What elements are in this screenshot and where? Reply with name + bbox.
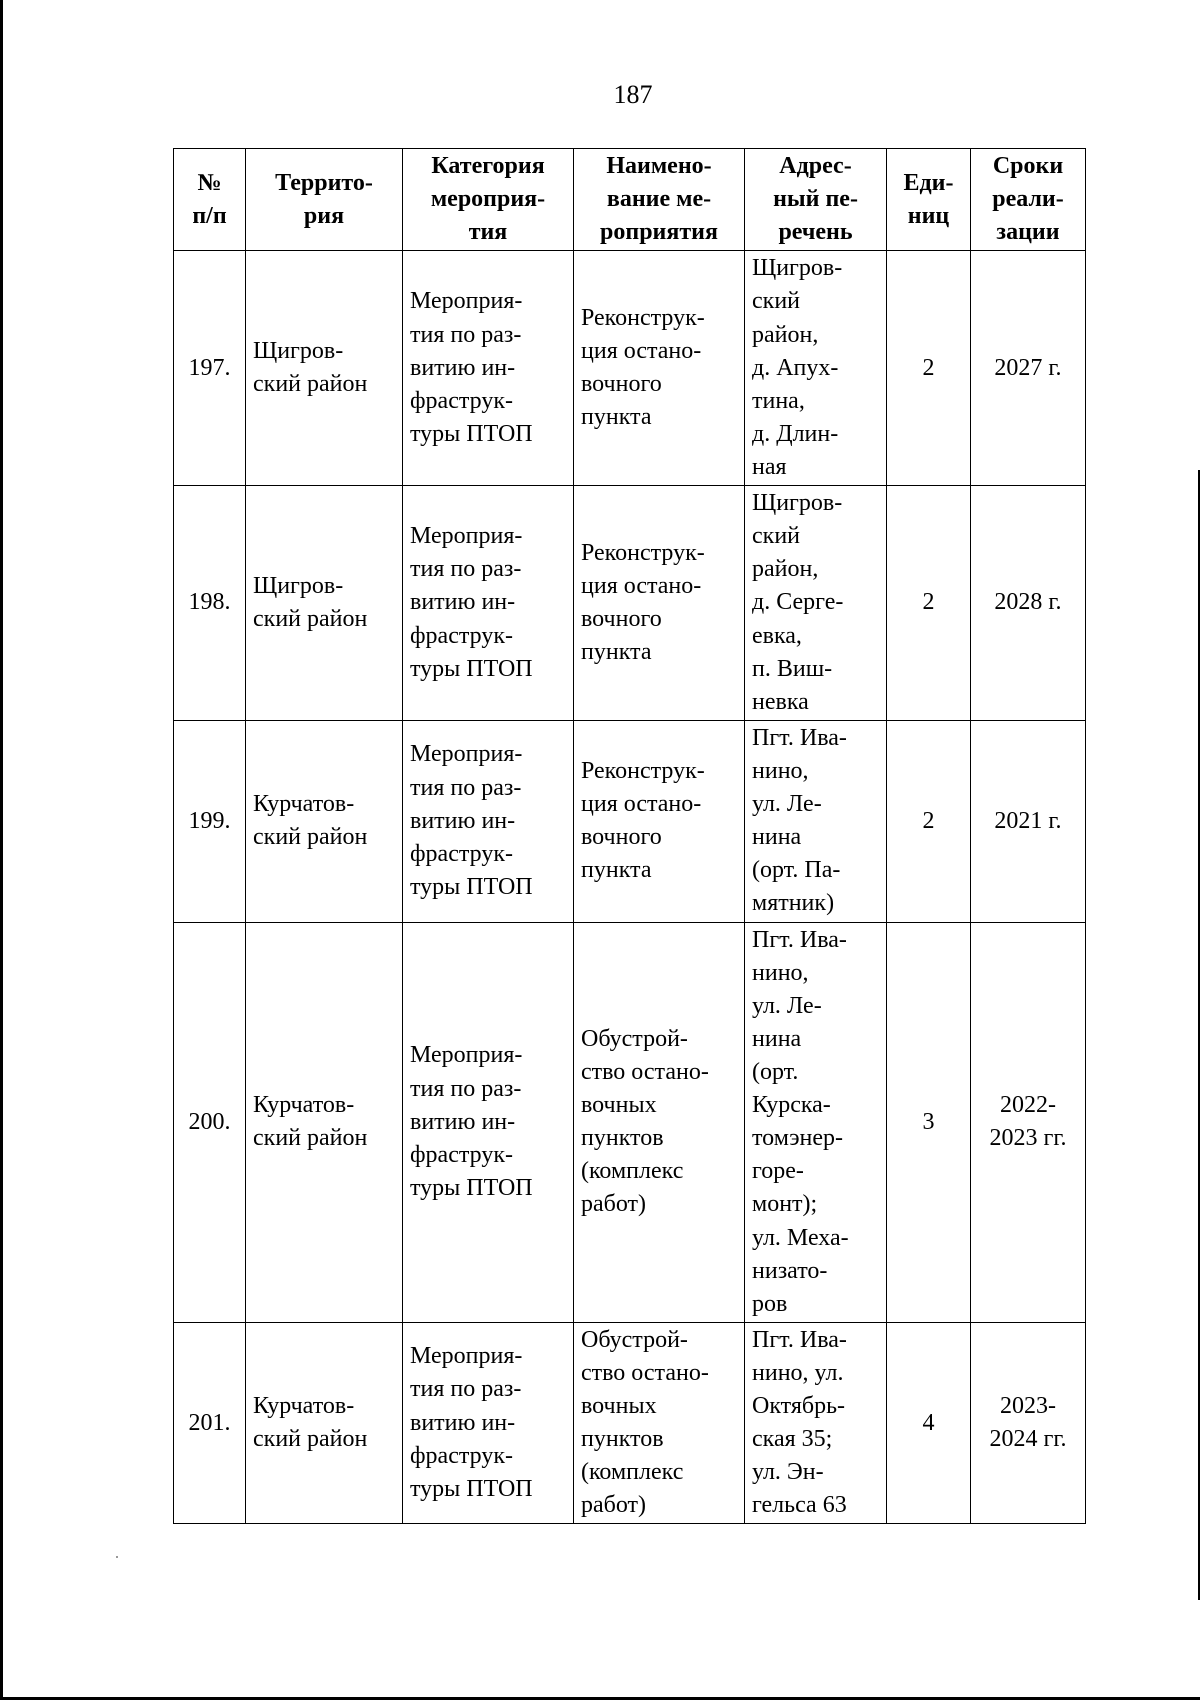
cell-address: Пгт. Ива- нино, ул. Ле- нина (орт. Курска- томэнер- горе- монт); ул. Меха- низато- ров [745, 922, 887, 1322]
measures-table [173, 148, 1086, 1524]
scan-speck [116, 1556, 118, 1558]
cell-address: Пгт. Ива- нино, ул. Ле- нина (орт. Па- мятник) [745, 720, 887, 922]
scan-left-border [0, 0, 3, 1700]
table-row [174, 1322, 1086, 1524]
header-territory: Террито- рия [246, 149, 403, 251]
cell-num: 198. [174, 486, 246, 721]
cell-address: Пгт. Ива- нино, ул. Октябрь- ская 35; ул. Эн- гельса 63 [745, 1322, 887, 1524]
table-header [174, 149, 1086, 251]
cell-territory: Щигров- ский район [246, 486, 403, 721]
cell-num: 200. [174, 922, 246, 1322]
cell-name: Обустрой- ство остано- вочных пунктов (комплекс работ) [574, 1322, 745, 1524]
cell-units: 3 [887, 922, 971, 1322]
cell-address: Щигров- ский район, д. Серге- евка, п. Виш- невка [745, 486, 887, 721]
cell-category: Мероприя- тия по раз- витию ин- фраструк- туры ПТОП [403, 922, 574, 1322]
cell-category: Мероприя- тия по раз- витию ин- фраструк- туры ПТОП [403, 720, 574, 922]
header-row [174, 149, 1086, 251]
header-num: № п/п [174, 149, 246, 251]
cell-name: Реконструк- ция остано- вочного пункта [574, 486, 745, 721]
cell-units: 4 [887, 1322, 971, 1524]
cell-name: Реконструк- ция остано- вочного пункта [574, 251, 745, 486]
cell-territory: Курчатов- ский район [246, 922, 403, 1322]
cell-num: 197. [174, 251, 246, 486]
cell-units: 2 [887, 720, 971, 922]
header-name: Наимено- вание ме- роприятия [574, 149, 745, 251]
cell-territory: Щигров- ский район [246, 251, 403, 486]
cell-territory: Курчатов- ский район [246, 1322, 403, 1524]
cell-units: 2 [887, 251, 971, 486]
cell-num: 201. [174, 1322, 246, 1524]
table-row [174, 486, 1086, 721]
table-row [174, 720, 1086, 922]
cell-name: Обустрой- ство остано- вочных пунктов (комплекс работ) [574, 922, 745, 1322]
cell-name: Реконструк- ция остано- вочного пункта [574, 720, 745, 922]
table-row [174, 251, 1086, 486]
cell-units: 2 [887, 486, 971, 721]
cell-num: 199. [174, 720, 246, 922]
cell-territory: Курчатов- ский район [246, 720, 403, 922]
cell-period: 2027 г. [971, 251, 1086, 486]
cell-period: 2028 г. [971, 486, 1086, 721]
cell-period: 2022- 2023 гг. [971, 922, 1086, 1322]
cell-period: 2023- 2024 гг. [971, 1322, 1086, 1524]
table-body [174, 251, 1086, 1524]
page-number: 187 [613, 80, 653, 109]
header-units: Еди- ниц [887, 149, 971, 251]
cell-address: Щигров- ский район, д. Апух- тина, д. Длин- ная [745, 251, 887, 486]
cell-category: Мероприя- тия по раз- витию ин- фраструк- туры ПТОП [403, 1322, 574, 1524]
header-category: Категория мероприя- тия [403, 149, 574, 251]
header-period: Сроки реали- зации [971, 149, 1086, 251]
cell-period: 2021 г. [971, 720, 1086, 922]
cell-category: Мероприя- тия по раз- витию ин- фраструк- туры ПТОП [403, 251, 574, 486]
cell-category: Мероприя- тия по раз- витию ин- фраструк- туры ПТОП [403, 486, 574, 721]
header-address: Адрес- ный пе- речень [745, 149, 887, 251]
table-row [174, 922, 1086, 1322]
